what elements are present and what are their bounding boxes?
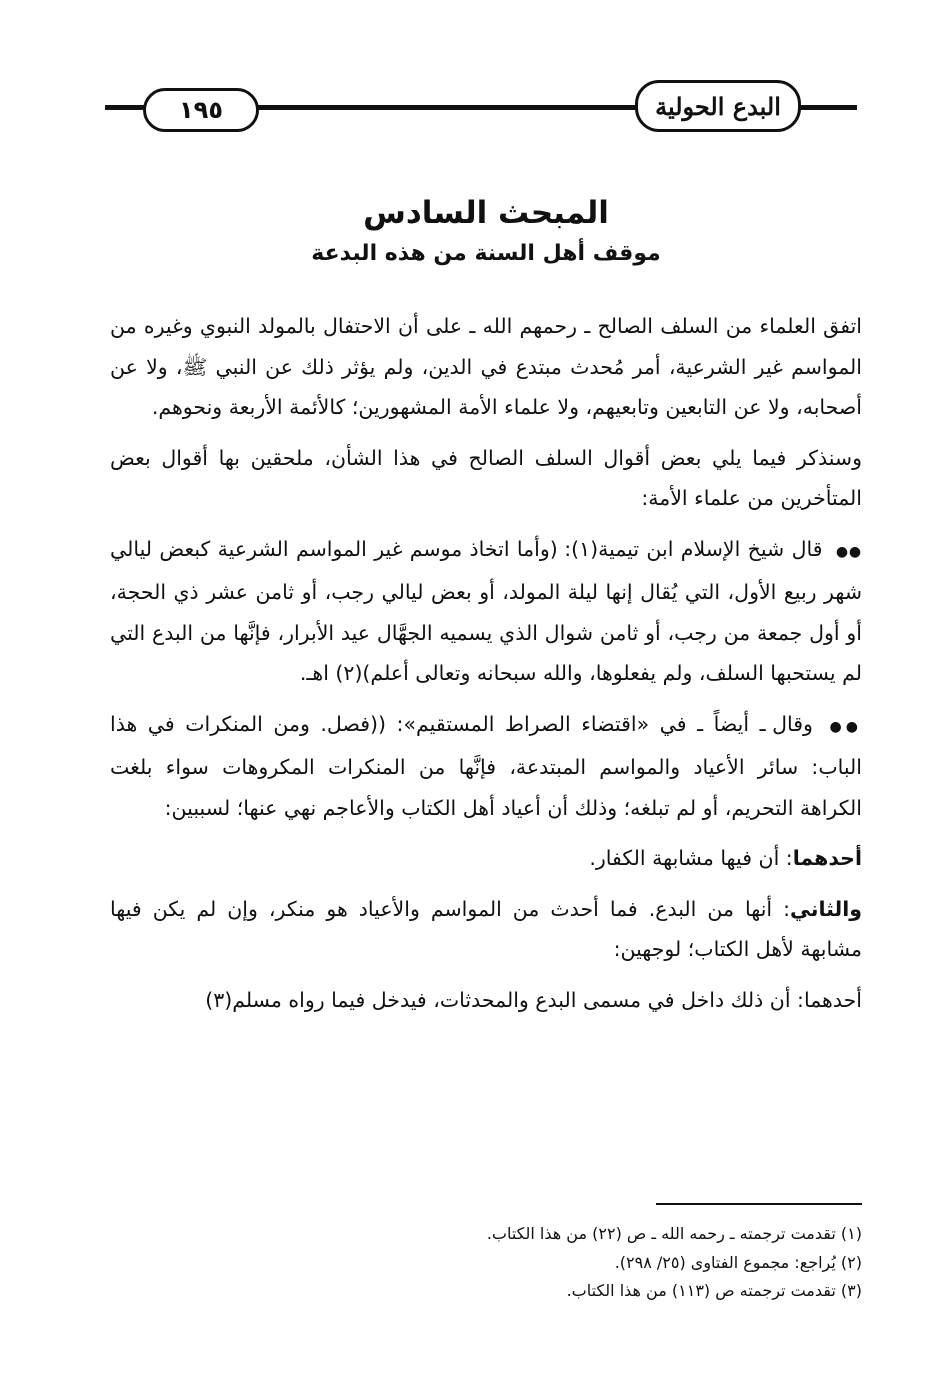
- paragraph-3-text: قال شيخ الإسلام ابن تيمية(١): (وأما اتخاذ موسم غير المواسم الشرعية كبعض ليالي شهر ربيع الأول، التي يُقال إنها ليلة المولد، أو بعض ليالي رجب، أو ثامن عشر ذي الحجة، أو أول جمعة من رجب، أو ثامن شوال الذي يسميه الجهَّال عيد الأبرار، فإنَّها من البدع التي لم يستحبها السلف، ولم يفعلوها، والله سبحانه وتعالى أعلم)(٢) اهـ.: [110, 536, 862, 685]
- footnotes: [110, 1220, 862, 1306]
- page-body: [110, 190, 862, 1030]
- paragraph-6: [110, 889, 862, 970]
- paragraph-4-text: وقال ـ أيضاً ـ في «اقتضاء الصراط المستقيم»: ((فصل. ومن المنكرات في هذا الباب: سائر الأعياد والمواسم المبتدعة، فإنَّها من المنكرات المكروهات سواء بلغت الكراهة التحريم، أو لم تبلغه؛ وذلك أن أعياد أهل الكتاب والأعاجم نهي عنها؛ لسببين:: [110, 711, 862, 820]
- bullet-marker: ●●: [829, 718, 862, 735]
- section-title: المبحث السادس: [363, 195, 609, 231]
- footnote-3: (٣) تقدمت ترجمته ص (١١٣) من هذا الكتاب.: [566, 1281, 862, 1300]
- paragraph-5: [110, 838, 862, 879]
- paragraph-6-lead: والثاني: [790, 896, 862, 921]
- footnote-1: (١) تقدمت ترجمته ـ رحمه الله ـ ص (٢٢) من هذا الكتاب.: [486, 1224, 862, 1243]
- running-title: البدع الحولية: [635, 80, 801, 132]
- paragraph-2: وسنذكر فيما يلي بعض أقوال السلف الصالح في هذا الشأن، ملحقين بها أقوال بعض المتأخرين من علماء الأمة:: [110, 445, 862, 510]
- footnote-separator: [656, 1203, 862, 1205]
- paragraph-5-lead: أحدهما: [792, 846, 862, 870]
- paragraph-7: أحدهما: أن ذلك داخل في مسمى البدع والمحدثات، فيدخل فيما رواه مسلم(٣): [205, 987, 862, 1012]
- paragraph-1: اتفق العلماء من السلف الصالح ـ رحمهم الله ـ على أن الاحتفال بالمولد النبوي وغيره من المواسم غير الشرعية، أمر مُحدث مبتدع في الدين، ولم يؤثر ذلك عن النبي ﷺ، ولا عن أصحابه، ولا عن التابعين وتابعيهم، ولا علماء الأمة المشهورين؛ كالأئمة الأربعة ونحوهم.: [110, 314, 862, 419]
- paragraph-6-text: : أنها من البدع. فما أحدث من المواسم والأعياد هو منكر، وإن لم يكن فيها مشابهة لأهل الكتاب؛ لوجهين:: [110, 896, 862, 961]
- bullet-marker: ●●: [835, 543, 862, 560]
- page-header: [105, 78, 857, 138]
- paragraph-3: [110, 529, 862, 694]
- footnote-2: (٢) يُراجع: مجموع الفتاوى (٢٥/ ٢٩٨).: [614, 1252, 862, 1272]
- section-subtitle: موقف أهل السنة من هذه البدعة: [311, 241, 661, 266]
- paragraph-5-text: : أن فيها مشابهة الكفار.: [589, 846, 793, 870]
- page-number: ١٩٥: [143, 88, 259, 132]
- paragraph-4: [110, 704, 862, 829]
